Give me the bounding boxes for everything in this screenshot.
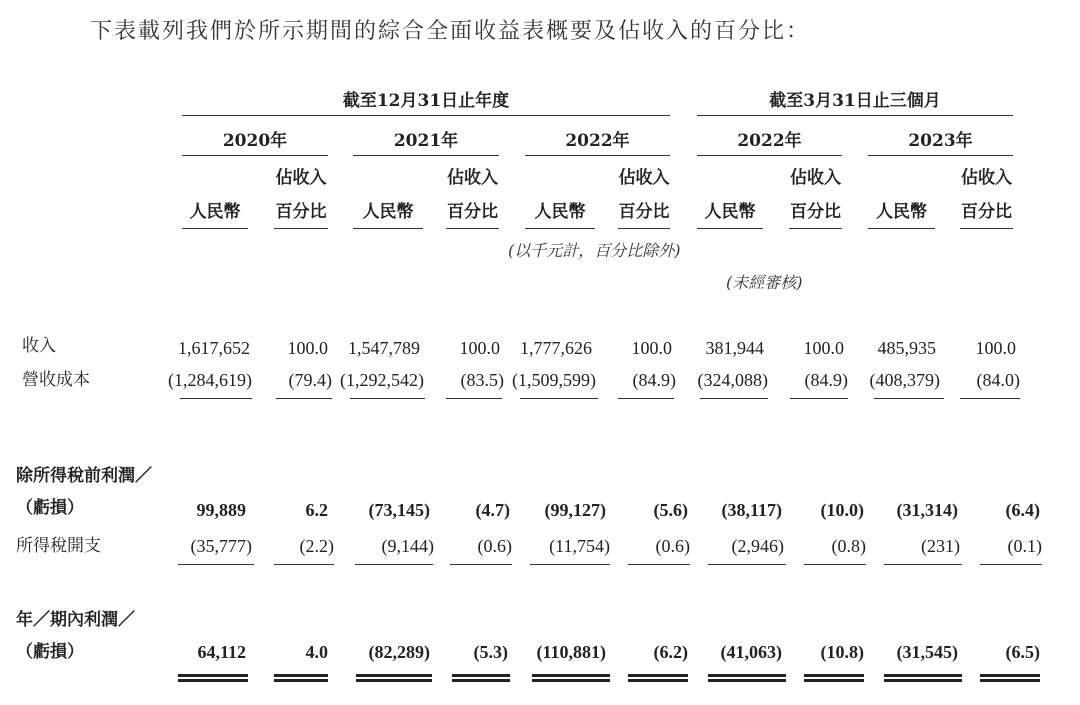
subheader-rule: [446, 228, 499, 229]
year-header-2023-q1: 2023年: [908, 131, 973, 151]
table-cell: 64,112: [197, 642, 246, 662]
table-cell: (4.7): [475, 500, 510, 520]
table-cell: (83.5): [460, 370, 504, 390]
subheader-rule: [353, 228, 423, 229]
table-cell: (5.3): [473, 642, 508, 662]
subheader-rmb: 人民幣: [876, 202, 927, 222]
subheader-rmb: 人民幣: [704, 202, 756, 222]
table-cell: (73,145): [368, 500, 430, 520]
subtotal-rule: [180, 398, 252, 399]
table-cell: 1,547,789: [348, 338, 420, 358]
table-cell: 100.0: [459, 338, 500, 358]
group-rule-annual: [182, 115, 670, 116]
table-cell: (408,379): [869, 370, 940, 390]
subtotal-rule: [355, 564, 433, 565]
subtotal-rule: [804, 564, 866, 565]
subheader-rmb: 人民幣: [362, 202, 414, 222]
table-cell: (35,777): [190, 536, 252, 556]
table-cell: (84.9): [804, 370, 848, 390]
group-header-quarterly: 截至3月31日止三個月: [769, 91, 941, 111]
double-rule: [980, 674, 1040, 682]
subheader-rule: [618, 228, 670, 229]
row-label-income-tax: 所得稅開支: [16, 536, 101, 556]
unaudited-note: (未經審核): [726, 273, 803, 292]
double-rule: [178, 674, 248, 682]
subheader-pct: 佔收入 百分比: [275, 168, 327, 222]
table-cell: (1,292,542): [340, 370, 424, 390]
table-cell: (0.1): [1007, 536, 1042, 556]
group-header-annual: 截至12月31日止年度: [342, 91, 510, 111]
table-cell: (11,754): [549, 536, 610, 556]
table-cell: (0.6): [477, 536, 512, 556]
subheader-rule: [697, 228, 763, 229]
year-header-2022: 2022年: [565, 131, 630, 151]
subtotal-rule: [980, 564, 1042, 565]
table-cell: (2.2): [299, 536, 334, 556]
subheader-pct: 佔收入 百分比: [790, 168, 841, 222]
table-cell: 100.0: [631, 338, 672, 358]
year-header-2022-q1: 2022年: [737, 131, 802, 151]
table-cell: 100.0: [803, 338, 844, 358]
table-cell: (99,127): [544, 500, 606, 520]
table-cell: (0.8): [831, 536, 866, 556]
table-cell: 100.0: [287, 338, 328, 358]
double-rule: [628, 674, 688, 682]
row-label-revenue: 收入: [22, 336, 56, 356]
intro-text: 下表載列我們於所示期間的綜合全面收益表概要及佔收入的百分比：: [90, 19, 811, 44]
table-cell: (231): [921, 536, 960, 556]
subtotal-rule: [618, 398, 674, 399]
table-cell: (1,284,619): [168, 370, 252, 390]
table-cell: 485,935: [877, 338, 936, 358]
table-cell: (6.2): [653, 642, 688, 662]
table-cell: 99,889: [196, 500, 246, 520]
subtotal-rule: [700, 398, 768, 399]
table-cell: (10.0): [820, 500, 864, 520]
year-rule: [697, 155, 842, 156]
table-cell: (5.6): [653, 500, 688, 520]
subtotal-rule: [276, 398, 332, 399]
table-cell: 4.0: [305, 642, 328, 662]
double-rule: [708, 674, 786, 682]
subheader-rule: [182, 228, 248, 229]
subtotal-rule: [274, 564, 334, 565]
table-cell: 6.2: [305, 500, 328, 520]
table-cell: (84.9): [632, 370, 676, 390]
table-cell: (110,881): [536, 642, 606, 662]
subheader-pct: 佔收入 百分比: [618, 168, 670, 222]
year-rule: [525, 155, 670, 156]
subheader-rmb: 人民幣: [534, 202, 586, 222]
subheader-pct: 佔收入 百分比: [447, 168, 498, 222]
row-label-profit-for-period: 年／期內利潤／ （虧損）: [16, 610, 135, 662]
subtotal-rule: [628, 564, 690, 565]
subtotal-rule: [520, 398, 598, 399]
table-cell: (0.6): [655, 536, 690, 556]
subheader-rule: [960, 228, 1013, 229]
subheader-pct: 佔收入 百分比: [961, 168, 1012, 222]
table-cell: (9,144): [381, 536, 434, 556]
table-cell: 100.0: [975, 338, 1016, 358]
table-cell: 1,777,626: [520, 338, 592, 358]
double-rule: [804, 674, 864, 682]
table-cell: (41,063): [720, 642, 782, 662]
table-cell: 381,944: [705, 338, 764, 358]
subheader-rule: [525, 228, 595, 229]
table-cell: (6.4): [1005, 500, 1040, 520]
subtotal-rule: [450, 564, 512, 565]
subheader-rule: [274, 228, 328, 229]
table-cell: (2,946): [731, 536, 784, 556]
table-cell: (82,289): [368, 642, 430, 662]
subheader-rule: [789, 228, 842, 229]
year-header-2020: 2020年: [222, 131, 288, 151]
subtotal-rule: [446, 398, 502, 399]
units-note: (以千元計，百分比除外): [508, 241, 681, 260]
year-rule: [868, 155, 1013, 156]
double-rule: [274, 674, 328, 682]
table-cell: (1,509,599): [512, 370, 596, 390]
double-rule: [532, 674, 610, 682]
year-rule: [353, 155, 499, 156]
year-rule: [182, 155, 328, 156]
table-cell: (6.5): [1005, 642, 1040, 662]
year-header-2021: 2021年: [393, 131, 459, 151]
subtotal-rule: [708, 564, 786, 565]
subtotal-rule: [960, 398, 1020, 399]
double-rule: [884, 674, 962, 682]
group-rule-quarterly: [697, 115, 1013, 116]
subheader-rmb: 人民幣: [189, 202, 241, 222]
subheader-rule: [868, 228, 935, 229]
subtotal-rule: [350, 398, 425, 399]
row-label-profit-before-tax: 除所得稅前利潤／ （虧損）: [16, 466, 152, 518]
row-label-cost-of-revenue: 營收成本: [22, 370, 90, 390]
subtotal-rule: [790, 398, 848, 399]
table-cell: (31,545): [896, 642, 958, 662]
table-cell: 1,617,652: [178, 338, 250, 358]
table-cell: (31,314): [896, 500, 958, 520]
subtotal-rule: [178, 564, 254, 565]
double-rule: [452, 674, 510, 682]
table-cell: (79.4): [288, 370, 332, 390]
subtotal-rule: [530, 564, 610, 565]
table-cell: (10.8): [820, 642, 864, 662]
table-cell: (324,088): [697, 370, 768, 390]
double-rule: [356, 674, 432, 682]
subtotal-rule: [874, 398, 944, 399]
table-cell: (84.0): [976, 370, 1020, 390]
table-cell: (38,117): [721, 500, 782, 520]
subtotal-rule: [884, 564, 962, 565]
